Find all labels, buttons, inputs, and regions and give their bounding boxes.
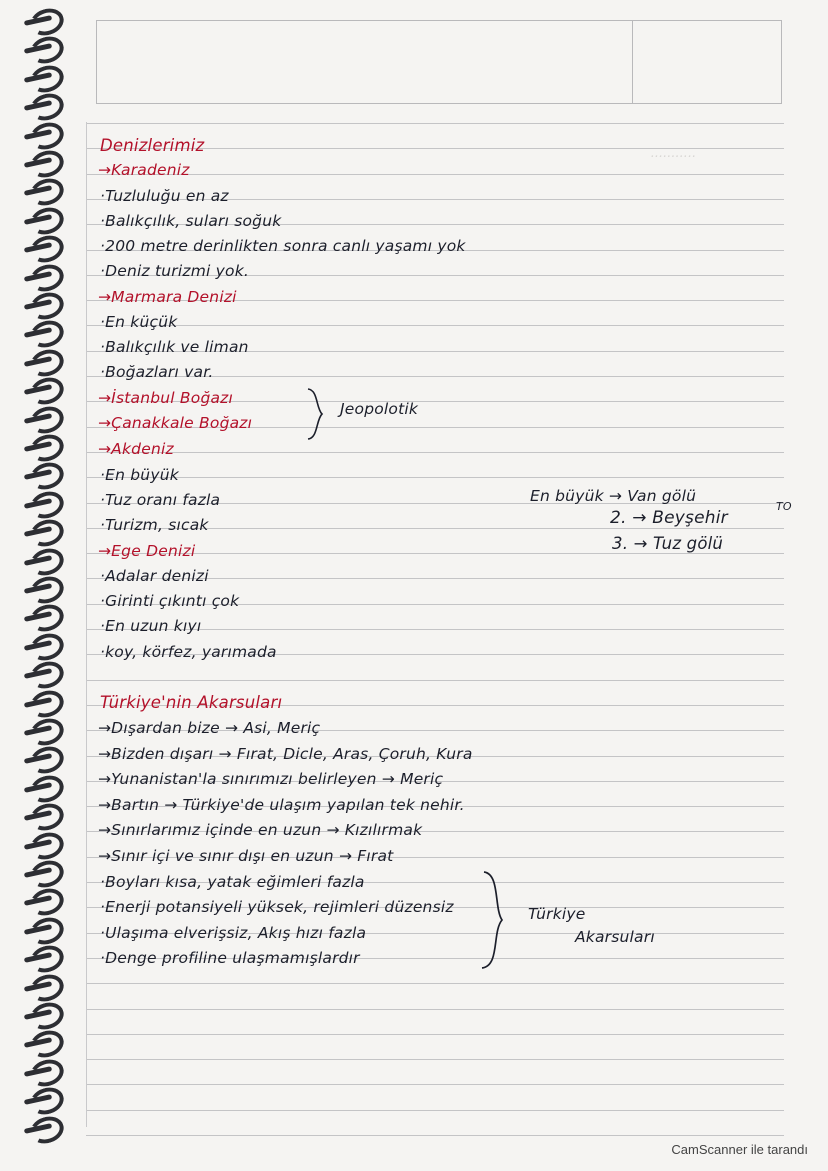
spiral-ring — [18, 235, 66, 257]
ege-title: →Ege Denizi — [98, 542, 196, 560]
ruled-line — [86, 1059, 784, 1060]
spiral-ring — [18, 150, 66, 172]
spiral-loop — [27, 260, 67, 295]
spiral-ring — [18, 406, 66, 428]
river-fact: →Yunanistan'la sınırımızı belirleyen → Meriç — [98, 770, 444, 788]
river-fact: →Bizden dışarı → Fırat, Dicle, Aras, Çoruh, Kura — [98, 745, 473, 763]
spiral-loop — [27, 4, 67, 39]
bleed-through-text: ··········· — [650, 150, 696, 165]
river-fact: →Sınır içi ve sınır dışı en uzun → Fırat — [98, 847, 394, 865]
spiral-loop — [27, 374, 67, 409]
ruled-line — [86, 1084, 784, 1085]
spiral-loop — [27, 856, 67, 891]
straits-brace — [304, 386, 326, 442]
spiral-loop — [27, 1084, 67, 1119]
spiral-ring — [18, 178, 66, 200]
spiral-loop — [27, 828, 67, 863]
river-feature: ·Denge profiline ulaşmamışlardır — [100, 949, 360, 967]
istanbul-strait: →İstanbul Boğazı — [98, 389, 234, 407]
spiral-ring — [18, 1059, 66, 1081]
river-fact: →Dışardan bize → Asi, Meriç — [98, 719, 321, 737]
ruled-lines — [86, 0, 786, 1171]
spiral-ring — [18, 349, 66, 371]
spiral-ring — [18, 122, 66, 144]
spiral-ring — [18, 917, 66, 939]
spiral-ring — [18, 93, 66, 115]
spiral-binding — [0, 0, 80, 1171]
spiral-loop — [27, 487, 67, 522]
spiral-loop — [27, 942, 67, 977]
spiral-loop — [27, 686, 67, 721]
ruled-line — [86, 174, 784, 175]
spiral-ring — [18, 974, 66, 996]
karadeniz-item: ·Deniz turizmi yok. — [100, 262, 249, 280]
spiral-loop — [27, 459, 67, 494]
lakes-note-tag: TO — [776, 500, 792, 513]
spiral-ring — [18, 860, 66, 882]
spiral-loop — [27, 61, 67, 96]
ruled-line — [86, 983, 784, 984]
spiral-loop — [27, 629, 67, 664]
spiral-ring — [18, 491, 66, 513]
river-feature: ·Boyları kısa, yatak eğimleri fazla — [100, 873, 365, 891]
karadeniz-item: ·200 metre derinlikten sonra canlı yaşamı yok — [100, 237, 466, 255]
spiral-ring — [18, 1116, 66, 1138]
spiral-loop — [27, 601, 67, 636]
ruled-line — [86, 325, 784, 326]
ege-item: ·koy, körfez, yarımada — [100, 643, 277, 661]
ruled-line — [86, 1110, 784, 1111]
section-title-rivers: Türkiye'nin Akarsuları — [100, 693, 283, 712]
spiral-loop — [27, 345, 67, 380]
marmara-item: ·En küçük — [100, 313, 178, 331]
akdeniz-item: ·Tuz oranı fazla — [100, 491, 221, 509]
spiral-ring — [18, 1002, 66, 1024]
spiral-loop — [27, 175, 67, 210]
spiral-ring — [18, 1030, 66, 1052]
spiral-loop — [27, 800, 67, 835]
spiral-loop — [27, 743, 67, 778]
river-features-brace — [478, 868, 508, 972]
section-title-seas: Denizlerimiz — [100, 136, 205, 155]
spiral-loop — [27, 658, 67, 693]
marmara-item: ·Boğazları var. — [100, 363, 214, 381]
spiral-ring — [18, 576, 66, 598]
spiral-ring — [18, 604, 66, 626]
marmara-item: ·Balıkçılık ve liman — [100, 338, 249, 356]
spiral-ring — [18, 746, 66, 768]
spiral-ring — [18, 264, 66, 286]
ruled-line — [86, 123, 784, 124]
marmara-title: →Marmara Denizi — [98, 288, 237, 306]
ruled-line — [86, 680, 784, 681]
spiral-loop — [27, 1027, 67, 1062]
spiral-ring — [18, 661, 66, 683]
spiral-loop — [27, 885, 67, 920]
spiral-loop — [27, 572, 67, 607]
spiral-loop — [27, 1112, 67, 1147]
canakkale-strait: →Çanakkale Boğazı — [98, 414, 253, 432]
river-fact: →Bartın → Türkiye'de ulaşım yapılan tek nehir. — [98, 796, 465, 814]
spiral-loop — [27, 118, 67, 153]
straits-note: Jeopolotik — [340, 400, 419, 418]
lakes-note-line: 3. → Tuz gölü — [612, 534, 724, 553]
spiral-loop — [27, 430, 67, 465]
spiral-ring — [18, 377, 66, 399]
river-feature: ·Ulaşıma elverişsiz, Akış hızı fazla — [100, 924, 367, 942]
spiral-loop — [27, 970, 67, 1005]
spiral-ring — [18, 320, 66, 342]
spiral-loop — [27, 913, 67, 948]
ruled-line — [86, 452, 784, 453]
scanner-watermark: CamScanner ile tarandı — [671, 1142, 808, 1157]
spiral-loop — [27, 998, 67, 1033]
akdeniz-item: ·En büyük — [100, 466, 179, 484]
river-note-line: Türkiye — [528, 905, 586, 923]
spiral-loop — [27, 771, 67, 806]
spiral-ring — [18, 775, 66, 797]
spiral-ring — [18, 65, 66, 87]
spiral-ring — [18, 519, 66, 541]
spiral-loop — [27, 402, 67, 437]
margin-line — [86, 122, 87, 1127]
lakes-note-line: En büyük → Van gölü — [530, 487, 697, 505]
spiral-loop — [27, 1055, 67, 1090]
spiral-loop — [27, 288, 67, 323]
spiral-ring — [18, 462, 66, 484]
spiral-loop — [27, 516, 67, 551]
spiral-ring — [18, 36, 66, 58]
spiral-loop — [27, 544, 67, 579]
ruled-line — [86, 1135, 784, 1136]
akdeniz-item: ·Turizm, sıcak — [100, 516, 209, 534]
spiral-ring — [18, 803, 66, 825]
akdeniz-title: →Akdeniz — [98, 440, 174, 458]
ruled-line — [86, 477, 784, 478]
river-fact: →Sınırlarımız içinde en uzun → Kızılırmak — [98, 821, 423, 839]
spiral-ring — [18, 832, 66, 854]
spiral-ring — [18, 548, 66, 570]
river-feature: ·Enerji potansiyeli yüksek, rejimleri düzensiz — [100, 898, 454, 916]
spiral-loop — [27, 317, 67, 352]
spiral-ring — [18, 945, 66, 967]
spiral-ring — [18, 633, 66, 655]
ege-item: ·Adalar denizi — [100, 567, 209, 585]
spiral-loop — [27, 232, 67, 267]
karadeniz-item: ·Tuzluluğu en az — [100, 187, 229, 205]
spiral-ring — [18, 207, 66, 229]
spiral-ring — [18, 690, 66, 712]
lakes-note-line: 2. → Beyşehir — [610, 508, 728, 528]
spiral-loop — [27, 203, 67, 238]
ege-item: ·En uzun kıyı — [100, 617, 202, 635]
spiral-loop — [27, 33, 67, 68]
spiral-ring — [18, 292, 66, 314]
karadeniz-item: ·Balıkçılık, suları soğuk — [100, 212, 282, 230]
spiral-loop — [27, 714, 67, 749]
ruled-line — [86, 1009, 784, 1010]
spiral-ring — [18, 888, 66, 910]
spiral-ring — [18, 718, 66, 740]
spiral-ring — [18, 8, 66, 30]
karadeniz-title: →Karadeniz — [98, 161, 190, 179]
spiral-loop — [27, 90, 67, 125]
spiral-ring — [18, 434, 66, 456]
river-note-line: Akarsuları — [575, 928, 655, 946]
spiral-loop — [27, 146, 67, 181]
spiral-ring — [18, 1087, 66, 1109]
ege-item: ·Girinti çıkıntı çok — [100, 592, 240, 610]
ruled-line — [86, 1034, 784, 1035]
